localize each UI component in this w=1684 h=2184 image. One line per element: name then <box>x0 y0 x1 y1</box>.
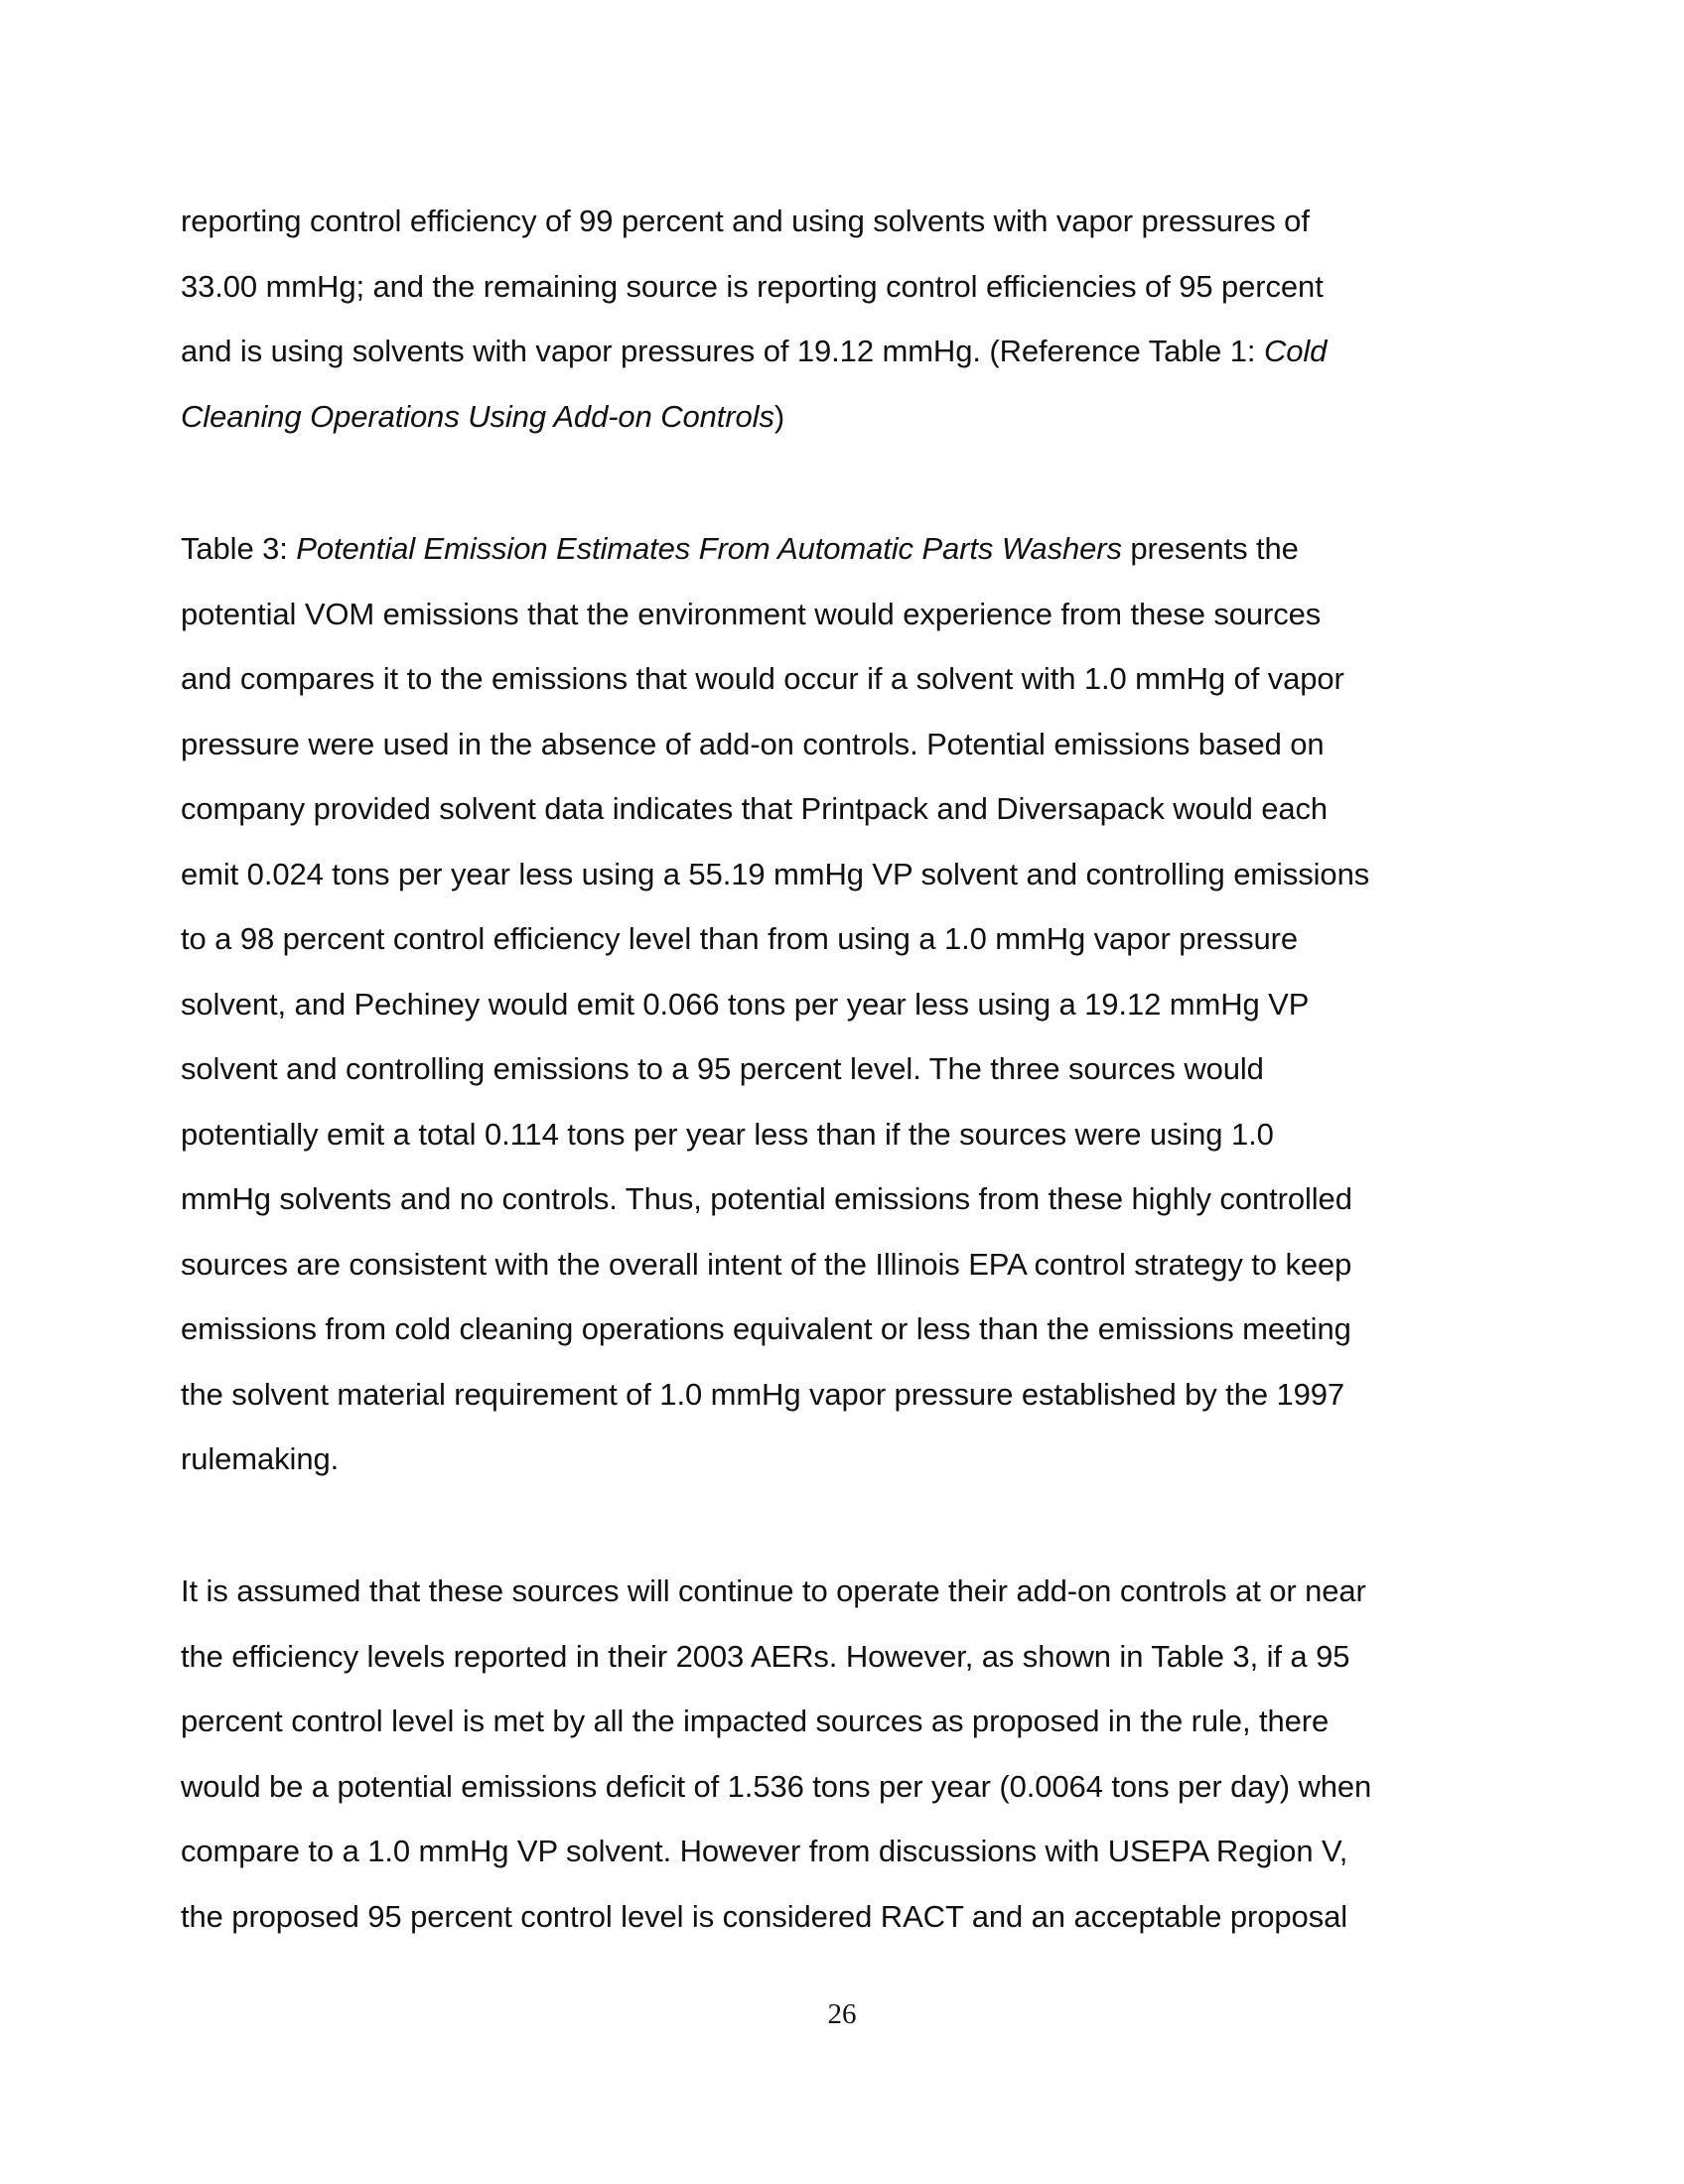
text-segment: and is using solvents with vapor pressures of 19.12 mmHg. (Reference Table 1: <box>181 334 1264 368</box>
text-segment: Table 3: <box>181 531 297 566</box>
text-line: rulemaking. <box>181 1441 340 1476</box>
text-line: It is assumed that these sources will continue to operate their add-on controls at or near <box>181 1573 1366 1608</box>
text-segment: presents the <box>1121 531 1299 566</box>
paragraph-2 <box>181 516 1501 1492</box>
text-line: pressure were used in the absence of add-on controls. Potential emissions based on <box>181 726 1325 761</box>
text-line <box>181 319 1501 384</box>
text-line: mmHg solvents and no controls. Thus, potential emissions from these highly controlled <box>181 1181 1352 1216</box>
text-line: solvent and controlling emissions to a 95 percent level. The three sources would <box>181 1051 1264 1086</box>
text-line: reporting control efficiency of 99 percent and using solvents with vapor pressures of <box>181 204 1310 238</box>
page-number: 26 <box>827 1998 857 2030</box>
text-line: the proposed 95 percent control level is considered RACT and an acceptable proposal <box>181 1898 1348 1934</box>
text-line: potential VOM emissions that the environment would experience from these sources <box>181 596 1322 631</box>
text-line: emissions from cold cleaning operations equivalent or less than the emissions meeting <box>181 1311 1351 1346</box>
text-line: and compares it to the emissions that would occur if a solvent with 1.0 mmHg of vapor <box>181 661 1344 696</box>
text-line: percent control level is met by all the impacted sources as proposed in the rule, there <box>181 1704 1330 1738</box>
text-line: sources are consistent with the overall intent of the Illinois EPA control strategy to keep <box>181 1246 1352 1282</box>
paragraph-3 <box>181 1559 1501 1949</box>
text-line <box>181 384 1501 450</box>
table-reference-italic: Cleaning Operations Using Add-on Controls <box>181 398 774 434</box>
text-line: potentially emit a total 0.114 tons per year less than if the sources were using 1.0 <box>181 1116 1274 1152</box>
text-line <box>181 516 1501 582</box>
text-line: 33.00 mmHg; and the remaining source is reporting control efficiencies of 95 percent <box>181 268 1324 304</box>
text-line: solvent, and Pechiney would emit 0.066 tons per year less using a 19.12 mmHg VP <box>181 986 1310 1022</box>
table-title-italic: Potential Emission Estimates From Automatic Parts Washers <box>296 531 1122 566</box>
text-segment: ) <box>773 398 785 434</box>
table-reference-italic: Cold <box>1263 334 1328 368</box>
paragraph-1 <box>181 189 1501 449</box>
text-line: the efficiency levels reported in their 2003 AERs. However, as shown in Table 3, if a 95 <box>181 1638 1350 1674</box>
text-line: the solvent material requirement of 1.0 mmHg vapor pressure established by the 1997 <box>181 1376 1345 1412</box>
text-line: company provided solvent data indicates that Printpack and Diversapack would each <box>181 791 1329 826</box>
text-line: would be a potential emissions deficit of 1.536 tons per year (0.0064 tons per day) when <box>181 1768 1372 1804</box>
text-line: compare to a 1.0 mmHg VP solvent. However from discussions with USEPA Region V, <box>181 1834 1348 1868</box>
text-line: emit 0.024 tons per year less using a 55.19 mmHg VP solvent and controlling emissions <box>181 856 1370 891</box>
text-line: to a 98 percent control efficiency level than from using a 1.0 mmHg vapor pressure <box>181 921 1299 956</box>
